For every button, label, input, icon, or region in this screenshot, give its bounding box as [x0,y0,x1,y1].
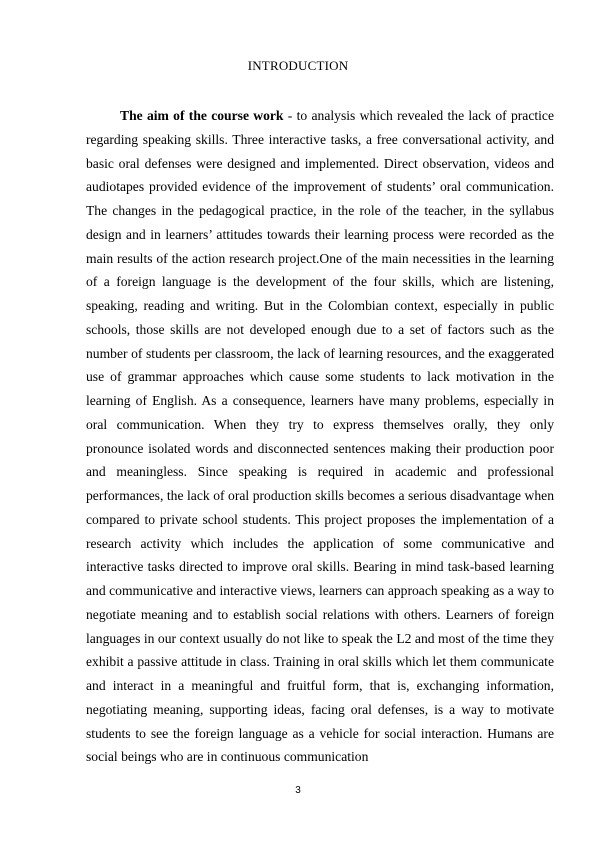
aim-label: The aim of the course work [120,108,284,123]
page-title: INTRODUCTION [247,58,349,73]
page-number: 3 [295,785,301,796]
body-paragraph [86,104,554,769]
paragraph-text: - to analysis which revealed the lack of practice regarding speaking skills. Three interactive tasks, a free conversational activity, and basic oral defenses were designed and implemented. Direct observation, videos and audiotapes provided evidence of the improvement of students’ oral communication. The changes in the pedagogical practice, in the role of the teacher, in the syllabus design and in learners’ attitudes towards their learning process were recorded as the main results of the action research project.One of the main necessities in the learning of a foreign language is the development of the four skills, which are listening, speaking, reading and writing. But in the Colombian context, especially in public schools, those skills are not developed enough due to a set of factors such as the number of students per classroom, the lack of learning resources, and the exaggerated use of grammar approaches which cause some students to lack motivation in the learning of English. As a consequence, learners have many problems, especially in oral communication. When they try to express themselves orally, they only pronounce isolated words and disconnected sentences making their production poor and meaningless. Since speaking is required in academic and professional performances, the lack of oral production skills becomes a serious disadvantage when compared to private school students. This project proposes the implementation of a research activity which includes the application of some communicative and interactive tasks directed to improve oral skills. Bearing in mind task-based learning and communicative and interactive views, learners can approach speaking as a way to negotiate meaning and to establish social relations with others. Learners of foreign languages in our context usually do not like to speak the L2 and most of the time they exhibit a passive attitude in class. Training in oral skills which let them communicate and interact in a meaningful and fruitful form, that is, exchanging information, negotiating meaning, supporting ideas, facing oral defenses, is a way to motivate students to see the foreign language as a vehicle for social interaction. Humans are social beings who are in continuous communication [86,108,554,765]
